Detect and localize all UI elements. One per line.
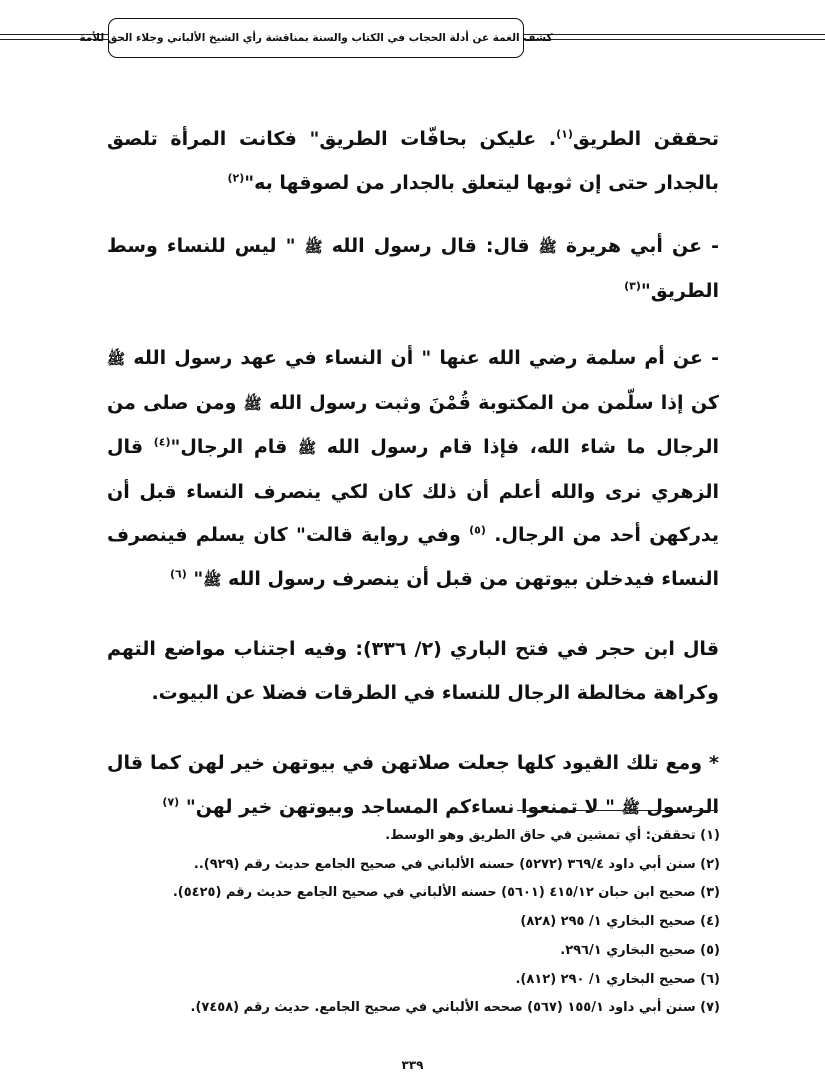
footnote-4: (٤) صحيح البخاري ١/ ٢٩٥ (٨٢٨)	[520, 914, 720, 930]
honorific-seal: ﷺ	[621, 798, 640, 817]
p1-text-a: تحققن الطريق	[572, 128, 720, 150]
footnote-2: (٢) سنن أبي داود ٣٦٩/٤ (٥٢٧٢) حسنه الألباني في صحيح الجامع حديث رقم (٩٢٩)..	[193, 856, 720, 872]
main-text	[107, 118, 719, 830]
footnote-ref-7: (٧)	[162, 795, 180, 809]
footnote-6: (٦) صحيح البخاري ١/ ٢٩٠ (٨١٢).	[515, 971, 720, 987]
paragraph-2	[107, 225, 719, 313]
p3-text-b: كن إذا سلّمن من المكتوبة قُمْنَ وثبت رسول الله	[269, 391, 719, 414]
p2-text-a: - عن أبي هريرة	[565, 235, 719, 257]
p3-text-a: - عن أم سلمة رضي الله عنها " أن النساء في عهد رسول الله	[133, 347, 719, 369]
p3-text-c: ومن صلى من الرجال ما شاء الله، فإذا قام رسول الله	[107, 391, 719, 458]
p2-text-b: قال: قال رسول الله	[331, 235, 530, 257]
footnote-1: (١) تحققن: أي تمشين في حاق الطريق وهو الوسط.	[385, 828, 720, 843]
honorific-seal: ﷺ	[304, 238, 323, 256]
footnote-ref-3: (٣)	[624, 279, 641, 293]
honorific-seal: ﷺ	[538, 238, 557, 256]
paragraph-1	[107, 118, 719, 205]
footnote-ref-2: (٢)	[227, 171, 245, 185]
footnote-separator	[517, 810, 718, 811]
footnote-7: (٧) سنن أبي داود ١٥٥/١ (٥٦٧) صححه الألباني في صحيح الجامع. حديث رقم (٧٤٥٨).	[190, 1000, 720, 1016]
paragraph-4: قال ابن حجر في فتح الباري (٢/ ٣٣٦): وفيه اجتناب مواضع التهم وكراهة مخالطة الرجال للنساء في الطرقات فضلا عن البيوت.	[107, 638, 720, 704]
p3-text-f: وفي رواية قالت" كان يسلم فينصرف النساء فيدخلن بيوتهن من قبل أن ينصرف رسول الله	[107, 524, 719, 590]
p5-text-a: * ومع تلك القيود كلها جعلت صلاتهن في بيوتهن خير لهن كما قال الرسول	[107, 752, 719, 818]
honorific-seal: ﷺ	[203, 570, 222, 589]
footnotes	[150, 822, 720, 1023]
running-header-title: كشف الغمة عن أدلة الحجاب في الكتاب والسنة بمناقشة رأي الشيخ الألباني وجلاء الحق للأمة	[79, 32, 553, 44]
honorific-seal: ﷺ	[107, 350, 126, 368]
p3-text-e: قال الزهري نرى والله أعلم أن ذلك كان لكي ينصرف النساء قبل أن يدركهن أحد من الرجال.	[107, 436, 719, 546]
honorific-seal: ﷺ	[243, 394, 262, 413]
footnote-5: (٥) صحيح البخاري ٢٩٦/١.	[560, 942, 720, 958]
footnote-ref-1: (١)	[556, 127, 573, 141]
honorific-seal: ﷺ	[298, 439, 317, 457]
p3-text-g: "	[193, 567, 204, 590]
paragraph-5	[107, 742, 719, 830]
running-header	[79, 18, 553, 58]
p1-text-b: . عليكن بحافّات الطريق" فكانت المرأة تلصق بالجدار حتى إن ثوبها ليتعلق بالجدار من لصوقها به"	[107, 128, 719, 194]
footnote-ref-6: (٦)	[169, 567, 187, 581]
footnote-ref-5: (٥)	[469, 523, 486, 537]
paragraph-3	[107, 337, 719, 602]
p5-text-b: " لا تمنعوا نساءكم المساجد وبيوتهن خير لهن"	[185, 795, 616, 818]
footnote-ref-4: (٤)	[153, 435, 171, 449]
p2-text-c: " ليس للنساء وسط الطريق"	[107, 235, 719, 302]
page-number: ٣٣٩	[401, 1058, 424, 1072]
p3-text-d: قام الرجال"	[170, 436, 288, 458]
footnote-3: (٣) صحيح ابن حبان ٤١٥/١٢ (٥٦٠١) حسنه الألباني في صحيح الجامع حديث رقم (٥٤٢٥).	[172, 885, 720, 901]
